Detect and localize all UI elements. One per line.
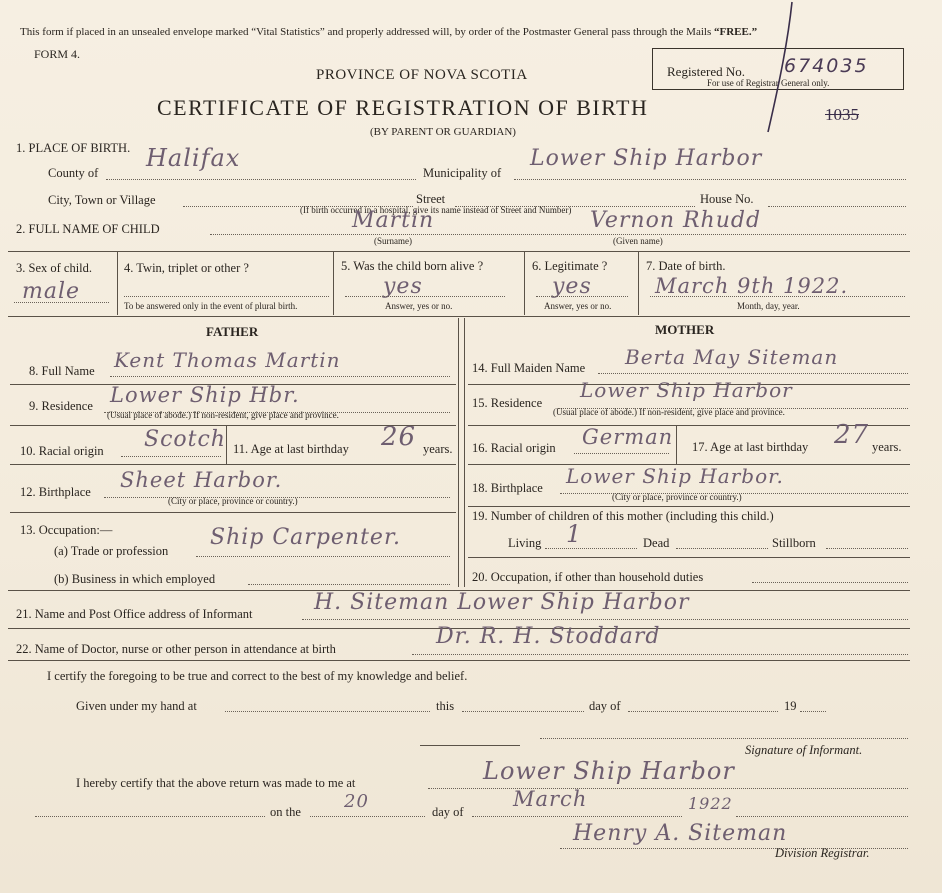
- divider-v2: [333, 252, 334, 315]
- registered-no-value: 674035: [784, 55, 869, 77]
- born-alive-line: [345, 296, 505, 297]
- mother-age-value: 27: [834, 420, 870, 450]
- month-line: [472, 816, 682, 817]
- father-trade-line: [196, 556, 450, 557]
- father-name-line: [110, 376, 450, 377]
- child-name-label: 2. FULL NAME OF CHILD: [16, 222, 160, 236]
- father-name-value: Kent Thomas Martin: [114, 348, 341, 372]
- check-stroke-icon: [760, 0, 800, 140]
- mother-name-line: [598, 373, 908, 374]
- mother-age-label: 17. Age at last birthday: [692, 440, 809, 454]
- given-place-line: [225, 711, 430, 712]
- mother-residence-note: (Usual place of abode.) If non-resident, give place and province.: [553, 407, 785, 417]
- mother-age-suffix: years.: [872, 440, 902, 454]
- mother-name-value: Berta May Siteman: [625, 345, 839, 369]
- city-label: City, Town or Village: [48, 193, 156, 207]
- attendant-label: 22. Name of Doctor, nurse or other person in attendance at birth: [16, 642, 336, 656]
- father-heading: FATHER: [206, 324, 259, 339]
- mother-residence-label: 15. Residence: [472, 396, 543, 410]
- surname-value: Martin: [352, 208, 435, 233]
- province-heading: PROVINCE OF NOVA SCOTIA: [316, 67, 528, 83]
- mother-birthplace-note: (City or place, province or country.): [612, 492, 742, 502]
- living-line: [545, 548, 637, 549]
- born-alive-label: 5. Was the child born alive ?: [341, 259, 484, 273]
- municipality-label: Municipality of: [423, 166, 502, 180]
- this-label: this: [436, 699, 455, 713]
- twin-line: [124, 296, 329, 297]
- date-of-birth-note: Month, day, year.: [737, 301, 800, 311]
- father-birthplace-note: (City or place, province or country.): [168, 496, 298, 506]
- county-value: Halifax: [146, 144, 241, 172]
- certify-text: I certify the foregoing to be true and correct to the best of my knowledge and belief.: [47, 669, 468, 683]
- registered-no-label: Registered No.: [667, 64, 745, 79]
- mother-race-age-divider: [676, 426, 677, 464]
- registrar-signature: Henry A. Siteman: [573, 821, 788, 846]
- sex-value: male: [22, 279, 81, 304]
- legitimate-note: Answer, yes or no.: [544, 301, 612, 311]
- house-label: House No.: [700, 192, 754, 206]
- form-code: 1035: [825, 105, 859, 124]
- given-year-line: [800, 711, 826, 712]
- father-race-line: [121, 456, 221, 457]
- father-row-divider-4: [10, 512, 456, 513]
- attendant-line: [412, 654, 908, 655]
- sex-line: [14, 302, 109, 303]
- legitimate-line: [536, 296, 628, 297]
- registrar-place-line: [428, 788, 908, 789]
- divider-v1: [117, 252, 118, 315]
- postal-note-text: This form if placed in an unsealed envelope marked “Vital Statistics” and properly addressed will, by order of the Postmaster General pass through the Mails: [20, 26, 712, 38]
- divider-1: [8, 251, 910, 252]
- father-business-line: [248, 584, 450, 585]
- father-age-label: 11. Age at last birthday: [233, 442, 349, 456]
- year-line: [736, 816, 908, 817]
- county-label: County of: [48, 166, 99, 180]
- this-day-line: [462, 711, 584, 712]
- informant-line: [302, 619, 908, 620]
- father-trade-label: (a) Trade or profession: [54, 544, 169, 558]
- divider-2: [8, 316, 910, 317]
- month-value: March: [513, 787, 588, 811]
- father-trade-value: Ship Carpenter.: [210, 525, 402, 550]
- mother-birthplace-label: 18. Birthplace: [472, 481, 543, 495]
- year-value: 1922: [688, 794, 733, 813]
- certificate-subtitle: (BY PARENT OR GUARDIAN): [370, 126, 516, 138]
- mother-row-divider-4: [468, 506, 910, 507]
- certificate-title: CERTIFICATE OF REGISTRATION OF BIRTH: [157, 95, 649, 120]
- dead-label: Dead: [643, 536, 670, 550]
- father-race-label: 10. Racial origin: [20, 444, 104, 458]
- father-race-value: Scotch: [144, 427, 226, 452]
- registrar-blank-line: [35, 816, 265, 817]
- divider-5: [8, 660, 910, 661]
- children-count-label: 19. Number of children of this mother (including this child.): [472, 509, 774, 523]
- year-prefix: 19: [784, 699, 797, 713]
- registrar-place-value: Lower Ship Harbor: [483, 757, 735, 785]
- date-of-birth-value: March 9th 1922.: [655, 274, 849, 298]
- on-the-value: 20: [344, 791, 369, 812]
- child-name-line: [210, 234, 906, 235]
- father-birthplace-value: Sheet Harbor.: [120, 468, 283, 492]
- father-residence-value: Lower Ship Hbr.: [110, 383, 300, 407]
- division-registrar-label: Division Registrar.: [775, 846, 870, 860]
- informant-value: H. Siteman Lower Ship Harbor: [314, 590, 690, 615]
- registrar-general-note: For use of Registrar General only.: [707, 78, 830, 88]
- father-birthplace-label: 12. Birthplace: [20, 485, 91, 499]
- on-the-line: [310, 816, 425, 817]
- informant-label: 21. Name and Post Office address of Informant: [16, 607, 253, 621]
- mother-birthplace-value: Lower Ship Harbor.: [566, 464, 784, 488]
- father-business-label: (b) Business in which employed: [54, 572, 216, 586]
- dead-line: [676, 548, 768, 549]
- living-label: Living: [508, 536, 542, 550]
- county-line: [106, 179, 416, 180]
- legitimate-value: yes: [552, 274, 592, 299]
- hospital-note: (If birth occurred in a hospital, give its name instead of Street and Number): [300, 205, 572, 215]
- divider-v3: [524, 252, 525, 315]
- informant-signature-line: [540, 738, 908, 739]
- municipality-line: [514, 179, 906, 180]
- mother-residence-value: Lower Ship Harbor: [580, 378, 793, 402]
- divider-v4: [638, 252, 639, 315]
- mother-race-label: 16. Racial origin: [472, 441, 556, 455]
- street-label: Street: [416, 192, 446, 206]
- given-under-hand-label: Given under my hand at: [76, 699, 197, 713]
- mother-race-value: German: [582, 425, 674, 449]
- signature-informant-label: Signature of Informant.: [745, 743, 863, 757]
- column-divider-left: [458, 318, 459, 587]
- day-of-label: day of: [589, 699, 621, 713]
- twin-label: 4. Twin, triplet or other ?: [124, 261, 249, 275]
- registrar-certify-text: I hereby certify that the above return was made to me at: [76, 776, 356, 790]
- father-age-value: 26: [381, 422, 417, 452]
- day-of-label-2: day of: [432, 805, 464, 819]
- mother-row-divider-5: [468, 557, 910, 558]
- municipality-value: Lower Ship Harbor: [530, 146, 763, 171]
- living-value: 1: [566, 520, 583, 548]
- father-occupation-label: 13. Occupation:—: [20, 523, 113, 537]
- sex-label: 3. Sex of child.: [16, 261, 93, 275]
- mother-occupation-label: 20. Occupation, if other than household duties: [472, 570, 704, 584]
- mother-name-label: 14. Full Maiden Name: [472, 361, 586, 375]
- mother-heading: MOTHER: [655, 322, 715, 337]
- on-the-label: on the: [270, 805, 301, 819]
- given-name-note: (Given name): [613, 236, 663, 246]
- postal-note: [20, 27, 757, 38]
- column-divider-right: [464, 318, 465, 587]
- born-alive-note: Answer, yes or no.: [385, 301, 453, 311]
- father-residence-label: 9. Residence: [29, 399, 93, 413]
- mother-race-line: [574, 453, 669, 454]
- father-age-suffix: years.: [423, 442, 453, 456]
- father-race-age-divider: [226, 426, 227, 464]
- born-alive-value: yes: [383, 274, 423, 299]
- stillborn-line: [826, 548, 908, 549]
- form-number: FORM 4.: [34, 47, 81, 61]
- house-line: [768, 206, 906, 207]
- father-residence-note: (Usual place of abode.) If non-resident, give place and province.: [107, 410, 339, 420]
- mother-occupation-line: [752, 582, 908, 583]
- given-name-value: Vernon Rhudd: [590, 208, 762, 233]
- postal-note-free: “FREE.”: [713, 26, 758, 38]
- place-of-birth-label: 1. PLACE OF BIRTH.: [16, 141, 131, 155]
- father-row-divider-3: [10, 464, 456, 465]
- legitimate-label: 6. Legitimate ?: [532, 259, 608, 273]
- twin-note: To be answered only in the event of plural birth.: [124, 301, 298, 311]
- stillborn-label: Stillborn: [772, 536, 816, 550]
- date-of-birth-label: 7. Date of birth.: [646, 259, 726, 273]
- attendant-value: Dr. R. H. Stoddard: [436, 624, 661, 649]
- short-rule: [420, 745, 520, 746]
- given-month-line: [628, 711, 778, 712]
- date-of-birth-line: [650, 296, 905, 297]
- surname-note: (Surname): [374, 236, 412, 246]
- father-name-label: 8. Full Name: [29, 364, 95, 378]
